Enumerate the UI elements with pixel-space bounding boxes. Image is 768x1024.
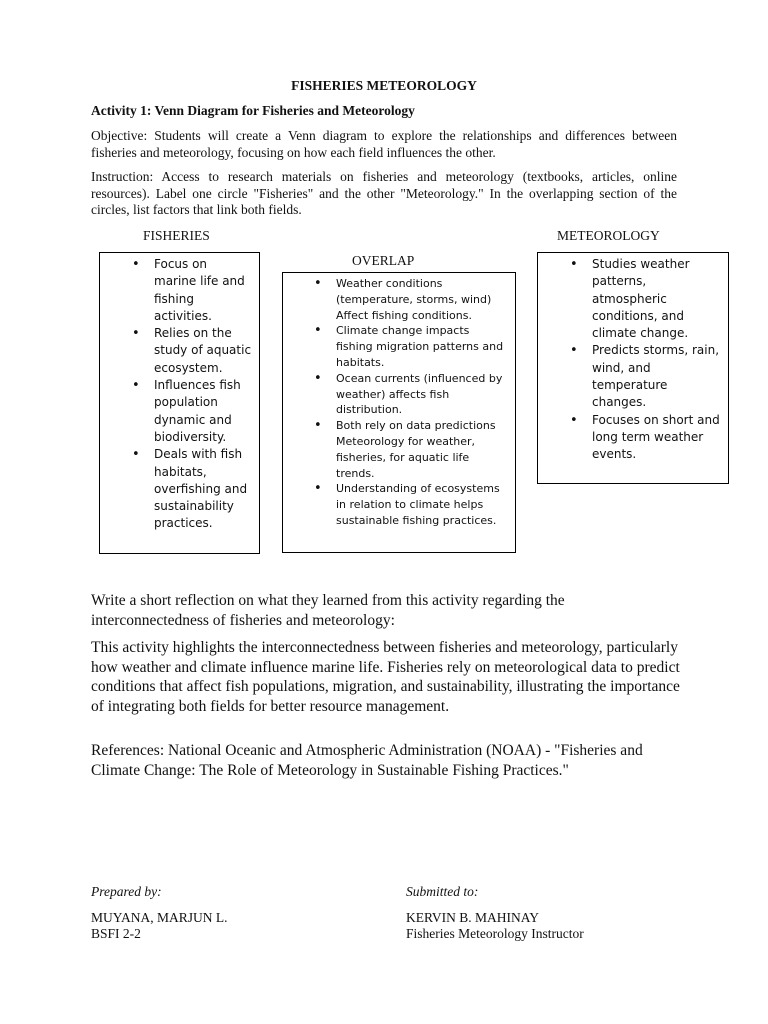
submitted-to-name: KERVIN B. MAHINAY [406, 910, 540, 925]
document-title: FISHERIES METEOROLOGY [291, 78, 477, 93]
meteorology-item: • Predicts storms, rain, wind, and temperature changes. [592, 342, 720, 411]
reflection-answer: This activity highlights the interconnectedness between fisheries and meteorology, particularly how weather and climate influence marine life. Fisheries rely on meteorological data to predict conditions that affect fish populations, migration, and sustainability, illustrating the importance of integrating both fields for better resource management. [91, 639, 680, 715]
overlap-item: • Climate change impacts fishing migration patterns and habitats. [336, 323, 509, 370]
meteorology-item: • Focuses on short and long term weather events. [592, 412, 720, 464]
fisheries-item: • Focus on marine life and fishing activities. [154, 256, 253, 325]
fisheries-item: • Relies on the study of aquatic ecosystem. [154, 325, 253, 377]
objective-paragraph: Objective: Students will create a Venn diagram to explore the relationships and differences between fisheries and meteorology, focusing on how each field influences the other. [91, 128, 677, 160]
overlap-box [282, 272, 516, 553]
fisheries-box [99, 252, 260, 554]
overlap-item: • Ocean currents (influenced by weather) affects fish distribution. [336, 371, 509, 418]
meteorology-box [537, 252, 729, 484]
overlap-heading: OVERLAP [352, 253, 415, 268]
activity-heading: Activity 1: Venn Diagram for Fisheries and Meteorology [91, 103, 415, 118]
fisheries-list [154, 256, 253, 533]
prepared-by-name: MUYANA, MARJUN L. [91, 910, 228, 925]
overlap-item: • Weather conditions (temperature, storms, wind) Affect fishing conditions. [336, 276, 509, 323]
reflection-prompt: Write a short reflection on what they learned from this activity regarding the interconnectedness of fisheries and meteorology: [91, 592, 565, 629]
submitted-to-label: Submitted to: [406, 884, 479, 899]
overlap-item: • Understanding of ecosystems in relation to climate helps sustainable fishing practices. [336, 481, 509, 528]
fisheries-heading: FISHERIES [143, 228, 210, 243]
prepared-by-section: BSFI 2-2 [91, 926, 141, 941]
overlap-item: • Both rely on data predictions Meteorology for weather, fisheries, for aquatic life trends. [336, 418, 509, 481]
fisheries-item: • Deals with fish habitats, overfishing and sustainability practices. [154, 446, 253, 532]
references: References: National Oceanic and Atmospheric Administration (NOAA) - "Fisheries and Climate Change: The Role of Meteorology in Sustainable Fishing Practices." [91, 742, 643, 779]
overlap-list [336, 276, 509, 529]
meteorology-item: • Studies weather patterns, atmospheric conditions, and climate change. [592, 256, 720, 342]
instruction-paragraph: Instruction: Access to research materials on fisheries and meteorology (textbooks, articles, online resources). Label one circle "Fisheries" and the other "Meteorology." In the overlapping section of the circles, list factors that link both fields. [91, 169, 677, 217]
submitted-to-role: Fisheries Meteorology Instructor [406, 926, 584, 941]
meteorology-list [592, 256, 720, 464]
meteorology-heading: METEOROLOGY [557, 228, 660, 243]
fisheries-item: • Influences fish population dynamic and biodiversity. [154, 377, 253, 446]
prepared-by-label: Prepared by: [91, 884, 162, 899]
